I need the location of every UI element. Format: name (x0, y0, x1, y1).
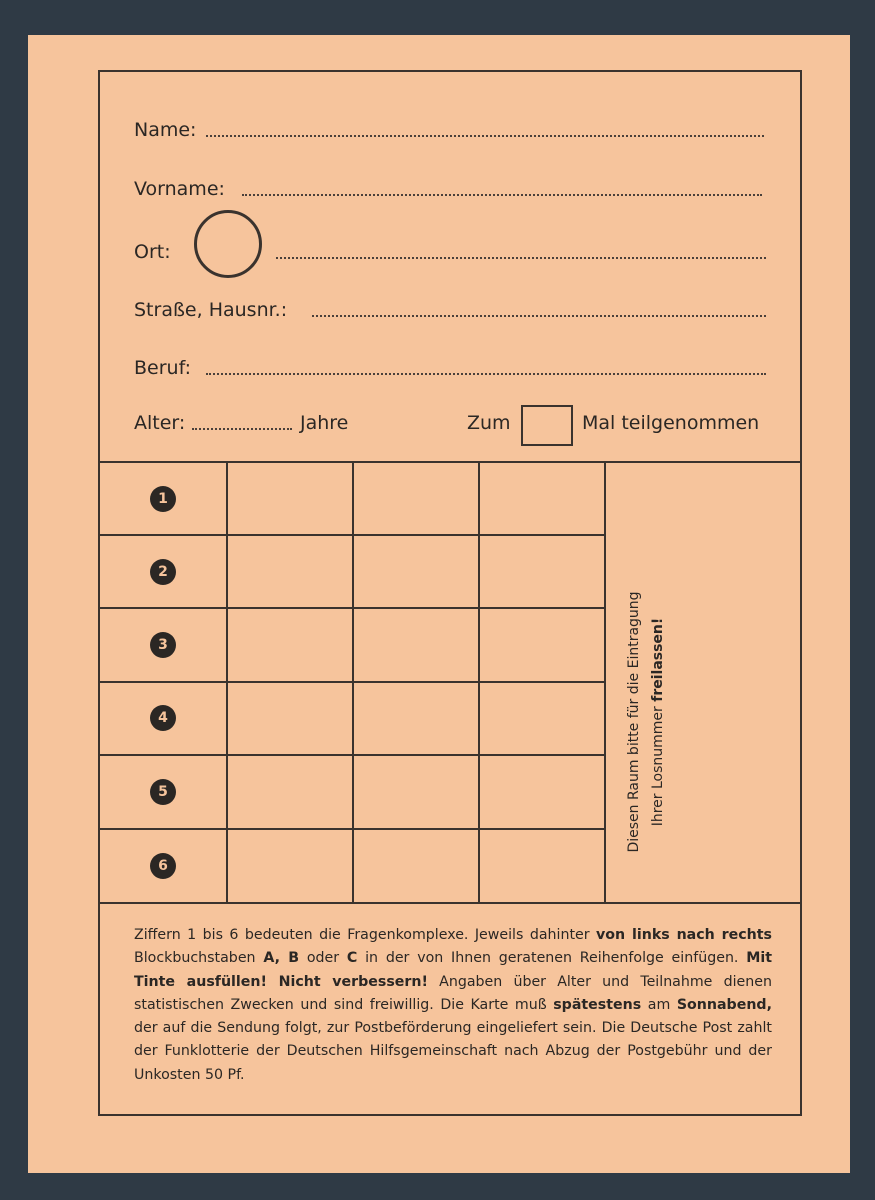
instr-s3: oder (299, 950, 347, 967)
question-number-2: 2 (150, 559, 176, 585)
lot-number-note-line2-b: freilassen! (650, 617, 666, 702)
instr-b1: von links nach rechts (596, 927, 772, 943)
grid-hline (100, 681, 604, 683)
instr-s6: am (641, 996, 677, 1013)
vorname-field[interactable] (242, 194, 762, 196)
vorname-label: Vorname: (134, 178, 225, 200)
instr-b4: Mit Tinte ausfüllen! Nicht verbessern! (134, 950, 773, 990)
grid-hline (100, 607, 604, 609)
name-label: Name: (134, 119, 197, 141)
card-frame (98, 70, 802, 1116)
jahre-label: Jahre (300, 412, 349, 434)
question-number-1: 1 (150, 486, 176, 512)
lottery-card (28, 35, 850, 1173)
question-number-5: 5 (150, 779, 176, 805)
lot-number-note-line2-a: Ihrer Losnummer (650, 701, 666, 827)
ort-label: Ort: (134, 241, 171, 263)
lot-number-note-line1: Diesen Raum bitte für die Eintragung (626, 591, 642, 853)
grid-hline (100, 754, 604, 756)
strasse-label: Straße, Hausnr.: (134, 299, 288, 321)
instr-s4: in der von Ihnen geratenen Reihenfolge einfügen. (357, 950, 747, 967)
strasse-field[interactable] (312, 315, 766, 317)
ort-field[interactable] (276, 257, 766, 259)
beruf-label: Beruf: (134, 357, 191, 379)
question-number-4: 4 (150, 705, 176, 731)
mal-teilgenommen-label: Mal teilgenommen (582, 412, 760, 434)
lot-number-note (622, 572, 682, 872)
instr-s2: Blockbuchstaben (134, 950, 264, 967)
participation-count-box[interactable] (521, 405, 573, 446)
instr-s7: der auf die Sendung folgt, zur Postbeförderung eingeliefert sein. Die Deutsche Post zahlt der Funklotterie der Deutschen Hilfsgemeinschaft nach Abzug der Postgebühr und der Unkosten 50 Pf. (134, 1020, 772, 1083)
instr-s1: Ziffern 1 bis 6 bedeuten die Fragenkomplexe. Jeweils dahinter (134, 927, 597, 943)
grid-bottom-border (100, 902, 800, 904)
lot-number-note-line2 (646, 572, 670, 872)
grid-vline (604, 461, 606, 902)
beruf-field[interactable] (206, 373, 766, 375)
name-field[interactable] (206, 135, 764, 137)
instructions-text (134, 924, 772, 1087)
instr-b6: Sonnabend, (676, 996, 772, 1013)
alter-field[interactable] (192, 428, 292, 430)
instr-s5: Angaben über Alter und Teilnahme dienen statistischen Zwecken und sind freiwillig. Die Karte muß (134, 973, 772, 1013)
question-number-6: 6 (150, 853, 176, 879)
postmark-circle (194, 210, 262, 278)
instr-b2: A, B (263, 950, 300, 967)
instr-b3: C (346, 950, 358, 967)
instr-b5: spätestens (553, 996, 642, 1013)
grid-top-border (100, 461, 800, 463)
alter-label: Alter: (134, 412, 186, 434)
grid-hline (100, 534, 604, 536)
question-number-3: 3 (150, 632, 176, 658)
grid-hline (100, 828, 604, 830)
zum-label: Zum (467, 412, 511, 434)
